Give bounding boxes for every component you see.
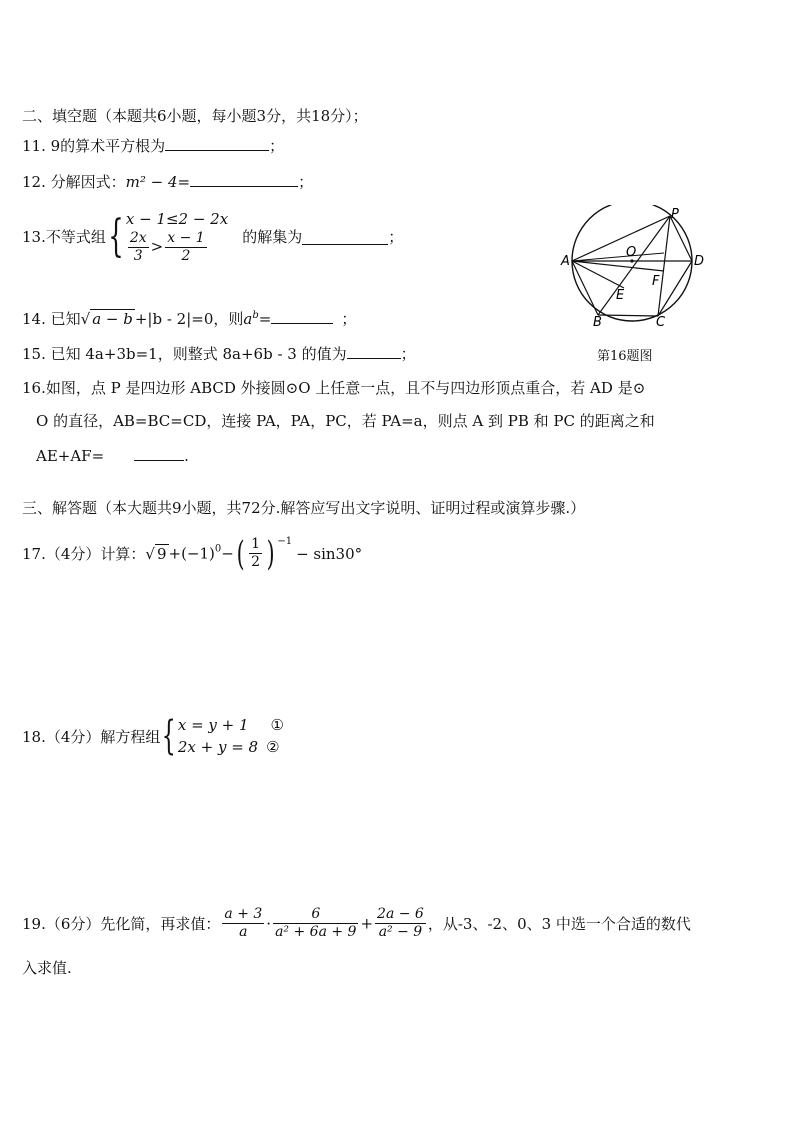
q17-frac-den: 2 bbox=[251, 554, 261, 570]
q12-end: ； bbox=[298, 173, 314, 191]
q19-frac3 bbox=[375, 906, 426, 941]
q18-prefix: 18.（4分）解方程组 bbox=[22, 727, 161, 746]
segment-pd bbox=[670, 216, 692, 261]
q12-expr: m² − 4= bbox=[125, 173, 191, 191]
q18-system bbox=[178, 714, 284, 758]
question-14 bbox=[22, 306, 356, 329]
q18-mark2: ② bbox=[266, 738, 280, 756]
q14-prefix: 14. 已知 bbox=[22, 310, 81, 328]
q17-minus: − bbox=[221, 544, 234, 563]
q18-eq2: 2x + y = 8 bbox=[177, 738, 259, 756]
q14-answer-blank[interactable] bbox=[271, 307, 333, 324]
q17-frac-num: 1 bbox=[251, 536, 261, 552]
q13-frac-left-num: 2x bbox=[129, 230, 147, 246]
q14-radicand: a − b bbox=[92, 310, 133, 328]
q19-frac3-num: 2a − 6 bbox=[377, 906, 424, 922]
question-16-line3 bbox=[36, 444, 189, 466]
q19-op2: + bbox=[360, 914, 374, 933]
q14-mid: +|b - 2|=0，则 bbox=[134, 310, 244, 328]
q19-frac3-den: a² − 9 bbox=[378, 924, 423, 940]
segment-ab bbox=[572, 261, 598, 315]
q14-eq: = bbox=[258, 310, 272, 328]
q15-end: ； bbox=[400, 345, 416, 363]
label-b: B bbox=[593, 315, 602, 327]
segment-ae bbox=[572, 261, 624, 288]
q18-mark1: ① bbox=[270, 716, 284, 734]
q13-frac-right bbox=[165, 230, 206, 265]
q16-end: . bbox=[184, 447, 189, 465]
q13-frac-left bbox=[128, 230, 149, 265]
segment-af bbox=[572, 261, 664, 271]
q17-left-paren: ( bbox=[236, 533, 245, 574]
q13-frac-right-den: 2 bbox=[181, 248, 191, 264]
q11-end: ； bbox=[269, 137, 285, 155]
q17-part2: +(−1) bbox=[168, 544, 215, 563]
q16-line3-text: AE+AF= bbox=[36, 447, 105, 465]
q13-row2 bbox=[126, 230, 228, 265]
geometry-figure-16 bbox=[560, 205, 710, 327]
section-3-heading: 三、解答题（本大题共9小题，共72分.解答应写出文字说明、证明过程或演算步骤.） bbox=[22, 499, 586, 517]
label-o: O bbox=[626, 245, 637, 260]
q13-brace: { bbox=[108, 210, 124, 262]
q11-text: 11. 9的算术平方根为 bbox=[22, 137, 166, 155]
question-19-line2: 入求值. bbox=[22, 959, 72, 977]
q13-system bbox=[126, 208, 228, 265]
q19-frac1-num: a + 3 bbox=[224, 906, 263, 922]
q17-prefix: 17.（4分）计算： bbox=[22, 545, 146, 563]
question-16-line1: 16.如图，点 P 是四边形 ABCD 外接圆⊙O 上任意一点，且不与四边形顶点重合，若 AD 是⊙ bbox=[22, 379, 646, 397]
q18-eq1: x = y + 1 bbox=[177, 716, 249, 734]
q16-answer-blank[interactable] bbox=[134, 444, 184, 461]
q17-exp1: −1 bbox=[277, 536, 293, 547]
question-11 bbox=[22, 134, 284, 156]
q13-frac-right-num: x − 1 bbox=[167, 230, 205, 246]
question-13 bbox=[22, 208, 403, 265]
label-a: A bbox=[561, 254, 570, 269]
label-p: P bbox=[671, 207, 679, 222]
q18-row2 bbox=[178, 736, 284, 758]
q19-frac2-den: a² + 6a + 9 bbox=[275, 924, 357, 940]
question-15 bbox=[22, 342, 416, 364]
q19-frac1-den: a bbox=[239, 924, 248, 940]
label-c: C bbox=[656, 315, 666, 327]
q13-frac-left-den: 3 bbox=[133, 248, 143, 264]
label-e: E bbox=[616, 288, 625, 303]
label-d: D bbox=[694, 254, 705, 269]
question-17 bbox=[22, 533, 363, 574]
q13-prefix: 13.不等式组 bbox=[22, 228, 106, 246]
question-12 bbox=[22, 170, 313, 192]
q13-row1: x − 1≤2 − 2x bbox=[125, 210, 229, 228]
q19-prefix: 19.（6分）先化简，再求值： bbox=[22, 915, 221, 933]
q14-power-exp: b bbox=[252, 310, 259, 321]
q19-suffix: ，从-3、-2、0、3 中选一个合适的数代 bbox=[427, 915, 691, 933]
q14-power-base: a bbox=[243, 310, 253, 328]
q18-row1 bbox=[178, 714, 284, 736]
q17-radicand: 9 bbox=[156, 544, 167, 563]
q14-end: ； bbox=[341, 310, 357, 328]
q13-end: ； bbox=[388, 228, 404, 246]
q13-answer-blank[interactable] bbox=[302, 228, 388, 245]
q17-right-paren: ) bbox=[266, 533, 275, 574]
label-f: F bbox=[652, 274, 660, 289]
q17-exp0: 0 bbox=[214, 543, 222, 555]
q11-answer-blank[interactable] bbox=[165, 134, 269, 151]
q19-frac1 bbox=[222, 906, 264, 941]
q12-text: 12. 分解因式： bbox=[22, 173, 126, 191]
section-2-heading: 二、填空题（本题共6小题，每小题3分，共18分）； bbox=[22, 107, 368, 125]
q15-text: 15. 已知 4a+3b=1，则整式 8a+6b - 3 的值为 bbox=[22, 345, 347, 363]
q13-suffix: 的解集为 bbox=[242, 228, 303, 246]
question-19 bbox=[22, 906, 691, 941]
q14-sqrt: √ a − b bbox=[80, 310, 133, 328]
q18-brace: { bbox=[162, 713, 177, 759]
q19-op1: · bbox=[266, 914, 272, 933]
question-16-line2: O 的直径，AB=BC=CD，连接 PA，PA，PC，若 PA=a，则点 A 到 PB 和 PC 的距离之和 bbox=[36, 412, 655, 430]
q17-tail: − sin30° bbox=[296, 544, 363, 563]
q19-frac2 bbox=[273, 906, 358, 941]
figure-16-caption: 第16题图 bbox=[597, 349, 653, 364]
question-18 bbox=[22, 714, 284, 758]
q19-frac2-num: 6 bbox=[273, 906, 358, 924]
q12-answer-blank[interactable] bbox=[190, 170, 298, 187]
q17-sqrt: √ 9 bbox=[145, 544, 167, 563]
q15-answer-blank[interactable] bbox=[347, 342, 401, 359]
q13-op: > bbox=[150, 237, 164, 256]
q17-frac bbox=[249, 536, 262, 571]
